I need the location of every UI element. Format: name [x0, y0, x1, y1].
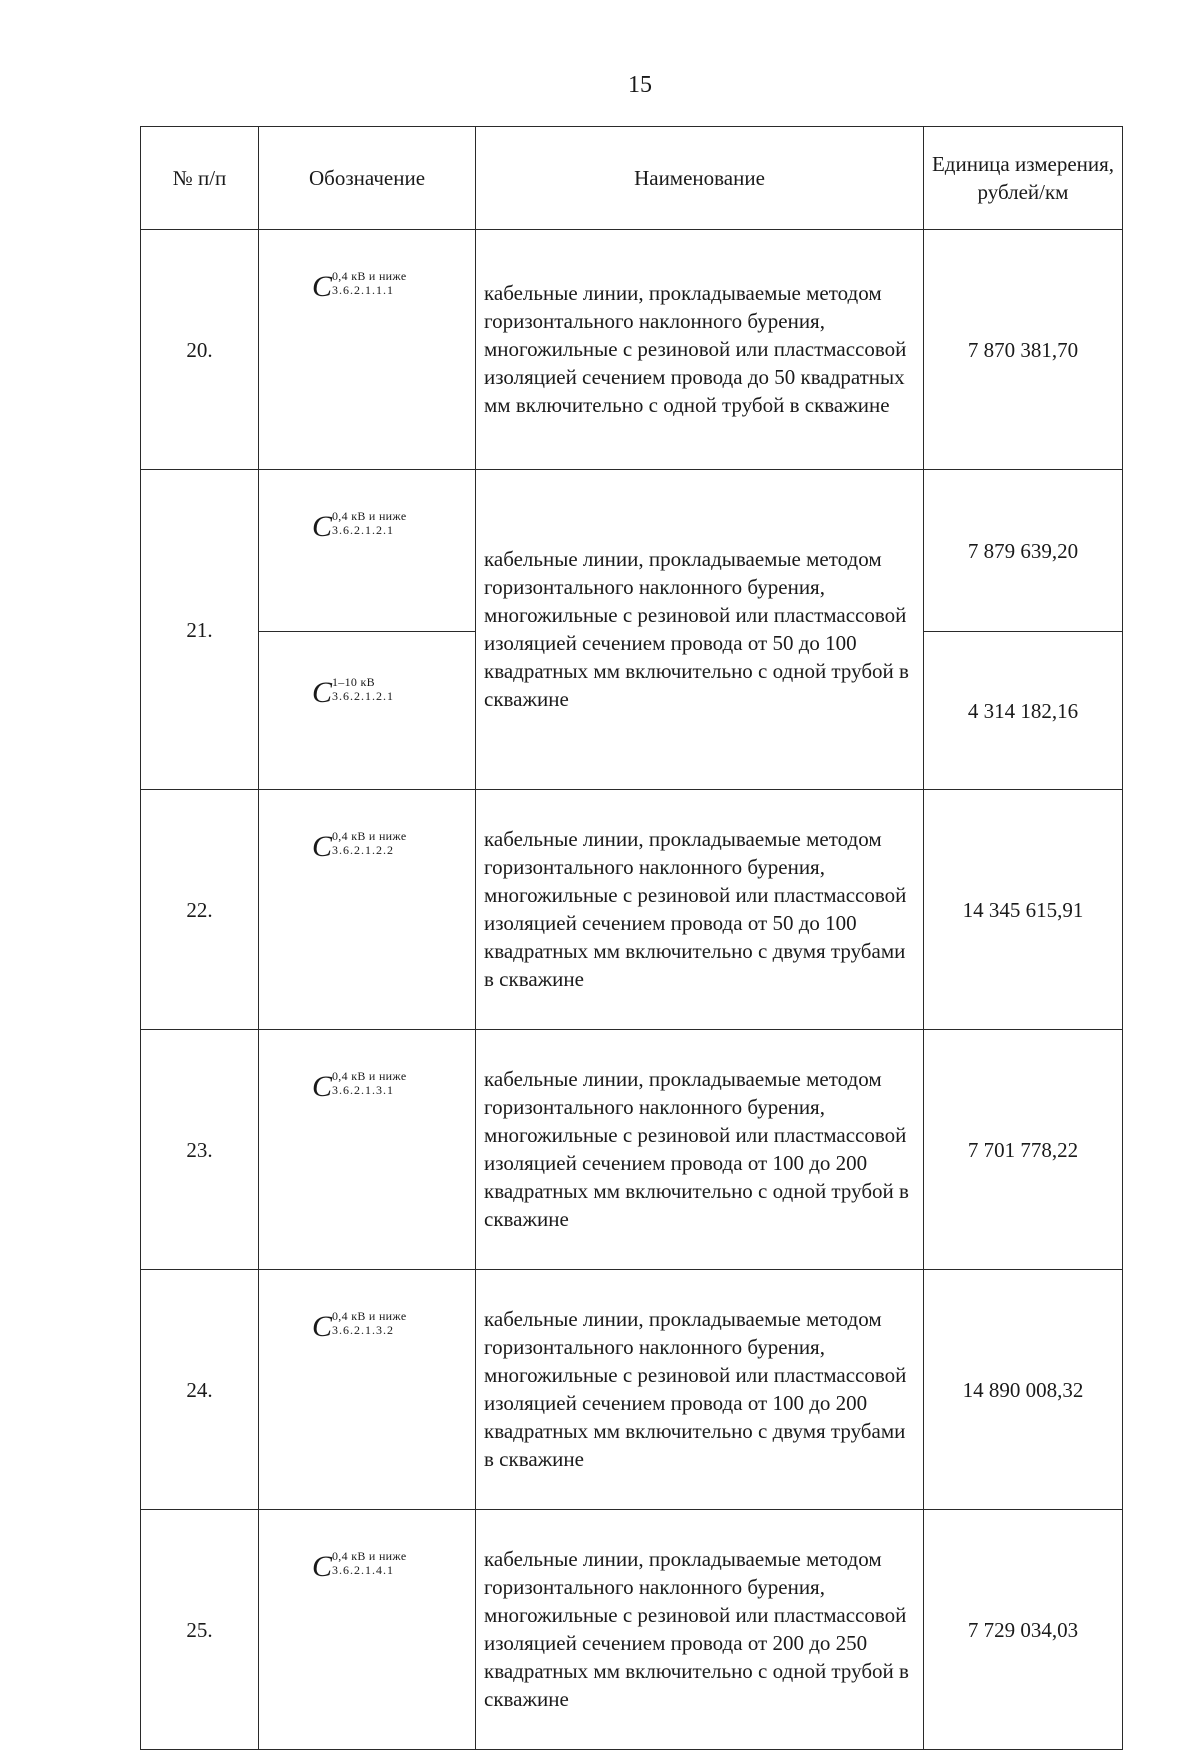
designation-voltage: 0,4 кВ и ниже — [332, 269, 407, 283]
designation-cell — [259, 230, 476, 470]
header-unit: Единица измерения, рублей/км — [924, 127, 1123, 230]
header-code: Обозначение — [259, 127, 476, 230]
designation-voltage: 1–10 кВ — [332, 675, 375, 689]
row-number: 25. — [141, 1510, 259, 1750]
name-cell: кабельные линии, прокладываемые методом горизонтального наклонного бурения, многожильные с резиновой или пластмассовой изоляцией сечением провода до 50 квадратных мм включительно с одной трубой в скважине — [476, 230, 924, 470]
price-cell: 7 729 034,03 — [924, 1510, 1123, 1750]
name-cell: кабельные линии, прокладываемые методом горизонтального наклонного бурения, многожильные с резиновой или пластмассовой изоляцией сечением провода от 100 до 200 квадратных мм включительно с одной трубой в скважине — [476, 1030, 924, 1270]
designation-symbol — [312, 510, 474, 550]
designation-letter: C — [312, 1070, 333, 1103]
price-cell: 7 701 778,22 — [924, 1030, 1123, 1270]
row-number: 23. — [141, 1030, 259, 1270]
name-cell: кабельные линии, прокладываемые методом горизонтального наклонного бурения, многожильные с резиновой или пластмассовой изоляцией сечением провода от 50 до 100 квадратных мм включительно с одной трубой в скважине — [476, 470, 924, 790]
table-header-row — [141, 127, 1123, 230]
designation-index: 3.6.2.1.2.1 — [332, 523, 394, 537]
tariff-table — [140, 126, 1123, 1750]
row-number: 22. — [141, 790, 259, 1030]
designation-letter: C — [312, 1310, 333, 1343]
designation-index: 3.6.2.1.2.1 — [332, 689, 394, 703]
price-cell: 4 314 182,16 — [924, 632, 1123, 790]
table-row — [141, 790, 1123, 1030]
designation-symbol — [312, 1310, 474, 1350]
designation-cell — [259, 1030, 476, 1270]
table-row — [141, 230, 1123, 470]
designation-voltage: 0,4 кВ и ниже — [332, 509, 407, 523]
designation-cell — [259, 790, 476, 1030]
price-cell: 14 345 615,91 — [924, 790, 1123, 1030]
designation-cell — [259, 1510, 476, 1750]
designation-symbol — [312, 830, 474, 870]
header-num: № п/п — [141, 127, 259, 230]
price-cell: 7 879 639,20 — [924, 470, 1123, 632]
designation-voltage: 0,4 кВ и ниже — [332, 829, 407, 843]
price-cell: 14 890 008,32 — [924, 1270, 1123, 1510]
designation-index: 3.6.2.1.3.2 — [332, 1323, 394, 1337]
designation-letter: C — [312, 676, 333, 709]
designation-voltage: 0,4 кВ и ниже — [332, 1549, 407, 1563]
designation-letter: C — [312, 830, 333, 863]
designation-index: 3.6.2.1.1.1 — [332, 283, 394, 297]
row-number: 21. — [141, 470, 259, 790]
designation-index: 3.6.2.1.4.1 — [332, 1563, 394, 1577]
designation-letter: C — [312, 510, 333, 543]
row-number: 24. — [141, 1270, 259, 1510]
designation-index: 3.6.2.1.2.2 — [332, 843, 394, 857]
designation-symbol — [312, 1070, 474, 1110]
designation-symbol — [312, 1550, 474, 1590]
page-number: 15 — [628, 72, 652, 98]
price-cell: 7 870 381,70 — [924, 230, 1123, 470]
row-number: 20. — [141, 230, 259, 470]
designation-cell — [259, 1270, 476, 1510]
designation-voltage: 0,4 кВ и ниже — [332, 1069, 407, 1083]
designation-letter: C — [312, 270, 333, 303]
designation-cell — [259, 632, 476, 790]
table-row — [141, 470, 1123, 632]
designation-index: 3.6.2.1.3.1 — [332, 1083, 394, 1097]
header-name: Наименование — [476, 127, 924, 230]
designation-cell — [259, 470, 476, 632]
designation-letter: C — [312, 1550, 333, 1583]
designation-symbol — [312, 676, 474, 716]
table-row — [141, 1510, 1123, 1750]
table-row — [141, 1030, 1123, 1270]
name-cell: кабельные линии, прокладываемые методом горизонтального наклонного бурения, многожильные с резиновой или пластмассовой изоляцией сечением провода от 50 до 100 квадратных мм включительно с двумя трубами в скважине — [476, 790, 924, 1030]
table-row — [141, 1270, 1123, 1510]
designation-symbol — [312, 270, 474, 310]
name-cell: кабельные линии, прокладываемые методом горизонтального наклонного бурения, многожильные с резиновой или пластмассовой изоляцией сечением провода от 200 до 250 квадратных мм включительно с одной трубой в скважине — [476, 1510, 924, 1750]
name-cell: кабельные линии, прокладываемые методом горизонтального наклонного бурения, многожильные с резиновой или пластмассовой изоляцией сечением провода от 100 до 200 квадратных мм включительно с двумя трубами в скважине — [476, 1270, 924, 1510]
designation-voltage: 0,4 кВ и ниже — [332, 1309, 407, 1323]
